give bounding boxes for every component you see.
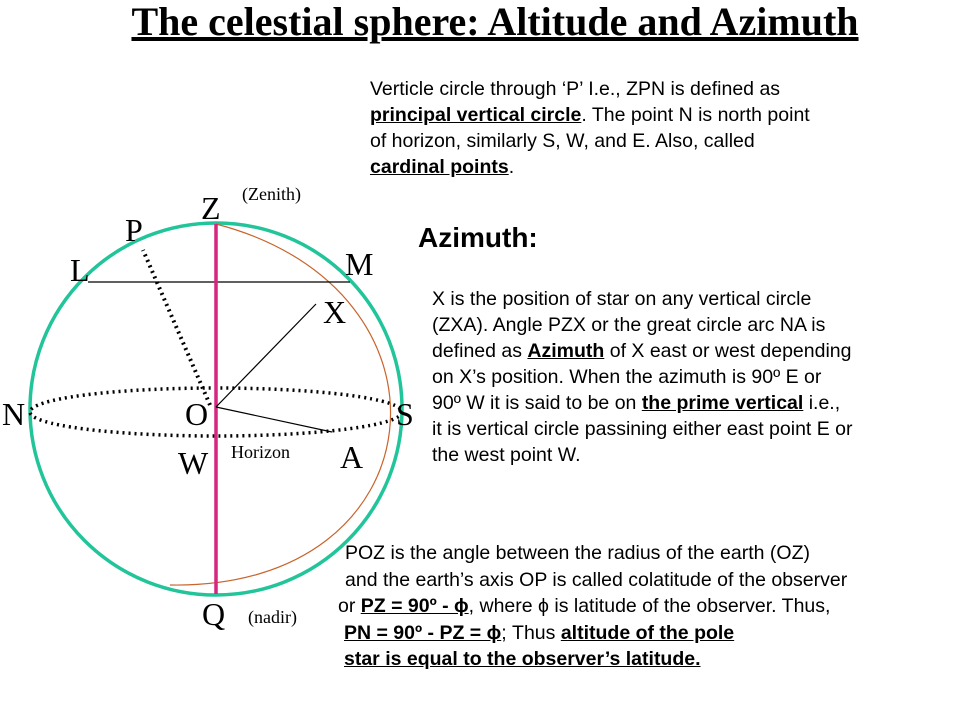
term-cardinal-points: cardinal points [370,156,509,178]
label-z: Z [201,190,221,226]
azimuth-line-3 [432,338,853,364]
label-l: L [70,252,90,288]
formula-pn: PN = 90º - PZ = ϕ [344,621,502,644]
intro-line-3: of horizon, similarly S, W, and E. Also, called [370,130,755,152]
azimuth-line-5-b: i.e., [803,392,841,414]
colatitude-line-4-b: ; Thus [501,621,561,644]
label-horizon: Horizon [231,442,290,462]
label-m: M [345,246,374,282]
azimuth-line-1: X is the position of star on any vertical circle [432,288,812,310]
azimuth-line-3-b: of X east or west depending [604,340,852,362]
label-s: S [396,396,414,432]
page-title: The celestial sphere: Altitude and Azimuth [131,0,859,44]
intro-line-4 [370,154,810,180]
azimuth-line-6: it is vertical circle passining either east point E or [432,418,853,440]
intro-line-1: Verticle circle through ‘P’ I.e., ZPN is defined as [370,78,781,100]
colatitude-line-3 [338,593,840,620]
colatitude-line-4 [344,620,846,647]
label-a: A [340,439,364,475]
colatitude-paragraph [338,540,848,673]
colatitude-line-3-a: or [338,595,361,617]
label-o: O [185,396,209,432]
line-op [143,250,210,405]
azimuth-line-3-a: defined as [432,340,528,362]
colatitude-line-1: POZ is the angle between the radius of the earth (OZ) [345,542,810,564]
azimuth-line-5-a: 90º W it is said to be on [432,392,642,414]
azimuth-heading: Azimuth: [418,222,538,253]
colatitude-line-3-b: , where ϕ is latitude of the observer. Thus, [468,595,831,617]
azimuth-line-7: the west point W. [432,444,581,466]
label-zenith: (Zenith) [242,184,301,204]
line-oa [216,407,332,432]
label-w: W [178,445,209,481]
line-ox [216,304,316,407]
azimuth-line-4: on X’s position. When the azimuth is 90º E or [432,366,822,388]
azimuth-paragraph [432,286,853,468]
label-x: X [323,294,347,330]
label-nadir: (nadir) [248,607,297,627]
term-altitude-of-pole: altitude of the pole [560,621,735,644]
intro-paragraph [370,76,810,180]
term-principal-vertical-circle: principal vertical circle [370,104,582,126]
formula-pz: PZ = 90º - ϕ [360,595,469,617]
term-observer-latitude: star is equal to the observer’s latitude. [344,648,701,670]
azimuth-line-5 [432,390,853,416]
label-n: N [2,396,26,432]
intro-line-2-rest: . The point N is north point [581,104,810,126]
colatitude-line-5 [344,646,846,673]
intro-line-2 [370,102,810,128]
label-q: Q [202,596,226,632]
term-azimuth: Azimuth [527,340,605,362]
azimuth-line-2: (ZXA). Angle PZX or the great circle arc NA is [432,314,826,336]
colatitude-line-2: and the earth’s axis OP is called colatitude of the observer [345,568,848,591]
intro-line-4-rest: . [508,156,515,178]
term-prime-vertical: the prime vertical [641,392,804,414]
label-p: P [125,212,143,248]
